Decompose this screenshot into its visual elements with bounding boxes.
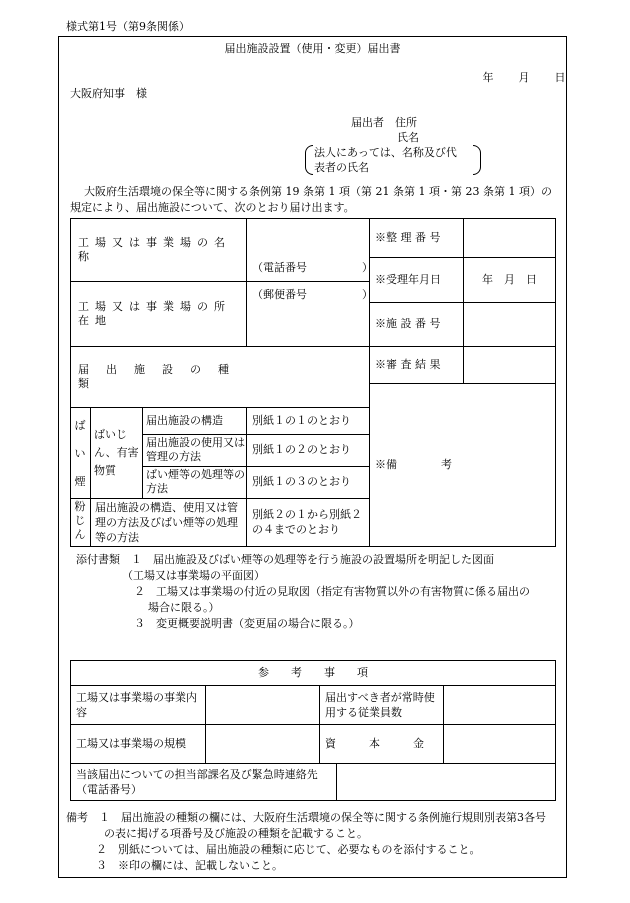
reg-number-label: ※整 理 番 号 xyxy=(375,230,441,244)
smoke-label: ば い 煙 xyxy=(74,419,86,488)
form-id: 様式第1号（第9条関係） xyxy=(66,20,190,33)
contact-label: 当該届出についての担当部課名及び緊急時連絡先（電話番号） xyxy=(76,767,318,796)
attachment-item-2: ２ 工場又は事業場の付近の見取図（指定有害物質以外の有害物質に係る届出の xyxy=(134,585,530,598)
facility-number-label: ※施 設 番 号 xyxy=(375,317,441,331)
dust-annex-ref: 別紙２の１から別紙２の４までのとおり xyxy=(252,508,362,536)
attachment-item-3: ３ 変更概要説明書（変更届の場合に限る。） xyxy=(134,617,360,630)
scale-field[interactable] xyxy=(207,726,317,761)
date-month[interactable]: 月 xyxy=(518,71,530,84)
bracket-right xyxy=(473,145,481,175)
attachment-item-1b: （工場又は事業場の平面図） xyxy=(122,569,265,582)
row-treatment-label: ばい煙等の処理等の方法 xyxy=(146,468,245,495)
notes xyxy=(66,810,566,874)
intro-text: 大阪府生活環境の保全等に関する条例第 19 条第 1 項（第 21 条第 1 項・第 23 条第 1 項）の規定により、届出施設について、次のとおり届け出ます。 xyxy=(70,185,552,214)
business-content-field[interactable] xyxy=(207,687,317,722)
addressee: 大阪府知事 様 xyxy=(70,87,147,100)
reference-header: 参 考 事 項 xyxy=(258,665,368,679)
note-item-1: １ 届出施設の種類の欄には、大阪府生活環境の保全等に関する条例施行規則別表第3各号 xyxy=(99,811,546,824)
business-content-label: 工場又は事業場の事業内容 xyxy=(76,690,197,719)
phone-number-field[interactable]: （電話番号 ） xyxy=(252,261,373,275)
ref-annex-1-3: 別紙１の３のとおり xyxy=(252,475,351,489)
date-day[interactable]: 日 xyxy=(554,71,566,84)
corporate-note xyxy=(305,145,481,175)
date-year[interactable]: 年 xyxy=(482,71,494,84)
dust-label: 粉 じ ん xyxy=(74,500,86,541)
applicant-name-label: 氏名 xyxy=(397,131,419,144)
employees-field[interactable] xyxy=(445,687,553,722)
factory-name-label: 工場又は事業場の名称 xyxy=(78,235,231,263)
contact-field[interactable] xyxy=(338,765,553,798)
submission-date xyxy=(470,71,578,85)
note-item-2: ２ 別紙については、届出施設の種類に応じて、必要なものを添付すること。 xyxy=(96,843,481,856)
corporate-note-text xyxy=(314,145,474,175)
review-result-label: ※審 査 結 果 xyxy=(375,357,441,371)
bracket-left xyxy=(305,145,313,175)
capital-field[interactable] xyxy=(445,726,553,761)
received-date-label: ※受理年月日 xyxy=(375,272,441,286)
facility-type-label: 届 出 施 設 の 種 類 xyxy=(78,362,246,390)
corporate-note-line1: 法人にあっては、名称及び代 xyxy=(314,146,457,159)
smoke-sub-label: ばいじん、有害物質 xyxy=(94,427,139,477)
note-item-3: ３ ※印の欄には、記載しないこと。 xyxy=(96,859,283,872)
received-date-value: 年 月 日 xyxy=(482,272,537,286)
form-title: 届出施設設置（使用・変更）届出書 xyxy=(224,42,401,55)
postal-code-field[interactable]: （郵便番号 ） xyxy=(252,288,373,302)
attachment-item-1: １ 届出施設及びばい煙等の処理等を行う施設の設置場所を明記した図面 xyxy=(131,553,494,566)
attachment-item-2b: 場合に限る。） xyxy=(148,601,220,614)
ref-annex-1-1: 別紙１の１のとおり xyxy=(252,413,351,427)
scale-label: 工場又は事業場の規模 xyxy=(76,736,186,750)
corporate-note-line2: 表者の氏名 xyxy=(314,161,369,174)
row-usage-label: 届出施設の使用又は管理の方法 xyxy=(146,436,245,463)
attachments xyxy=(76,552,560,632)
note-item-1b: の表に掲げる項番号及び施設の種類を記載すること。 xyxy=(104,827,368,840)
capital-label: 資 本 金 xyxy=(325,736,424,750)
ref-annex-1-2: 別紙１の２のとおり xyxy=(252,443,351,457)
row-structure-label: 届出施設の構造 xyxy=(146,413,223,427)
dust-description: 届出施設の構造、使用又は管理の方法及びばい煙等の処理等の方法 xyxy=(95,500,238,544)
applicant-address-label: 届出者 住所 xyxy=(351,116,417,129)
attachments-label: 添付書類 xyxy=(76,553,120,566)
notes-label: 備考 xyxy=(66,811,88,824)
employees-label: 届出すべき者が常時使用する従業員数 xyxy=(325,690,435,719)
factory-address-label: 工場又は事業場の所在地 xyxy=(78,299,231,327)
remarks-label: ※備 考 xyxy=(375,457,452,471)
